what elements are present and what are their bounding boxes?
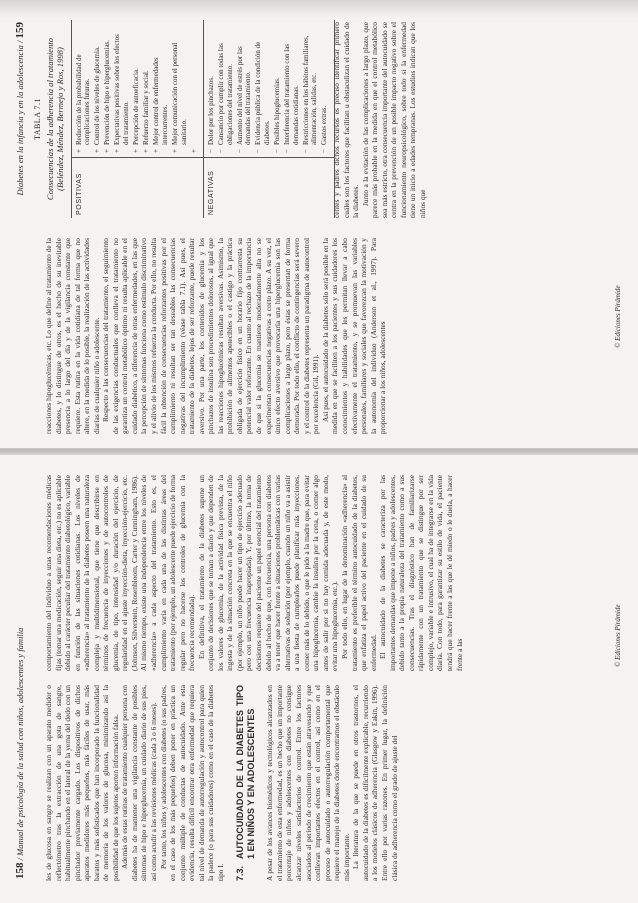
- list-item: −Evidencia pública de la condición de diabetes.: [254, 41, 271, 153]
- paragraph: centes y padres dichos recursos es preciso identificar primero cuáles son los factores que facilitan u obstaculizan el cuidado de la diabetes.: [332, 22, 361, 218]
- list-item: −Posibles hipoglucemias.: [272, 77, 281, 153]
- paragraph: A pesar de los avances biomédicos y tecnológicos alcanzados en el tratamiento de esta enfermedad, es un hecho que un importante porcentaje de niños y adolescentes con diabetes no consigue alcanzar niveles satisfactorios de control. Entre los factores asociados al período de crecimiento que están atravesando y que conllevan importantes efectos en el control, así como en el proceso de autocuidado o autorregulación comportamental que requiere el manejo de la diabetes donde encontramos el obstáculo más importante.: [265, 685, 351, 881]
- left-footer: © Ediciones Pirámide: [614, 604, 622, 667]
- group-label: POSITIVAS: [72, 157, 203, 218]
- right-column-1: [44, 238, 604, 434]
- paragraph: Respecto a las consecuencias del tratamiento, el seguimiento de las exigencias conductuales que conlleva el tratamiento no garantiza un control metabólico óptimo ni resulta aplicable en el cuidado diabético, a diferencia de otras enfermedades, en las que la percepción de síntomas funciona como estímulo discriminativo y el alivio de los mismos refuerza la conducta. Por ello, no resulta fácil la obtención de consecuencias reforzantes positivas por el cumplimiento ni resultan ser tan deseables las consecuencias negativas del incumplimiento (véase tabla 7.1). Así pues, el tratamiento de la diabetes, lejos de ser reforzante, puede resultar aversivo. Por una parte, los contenidos de glucemia y los pinchazos de insulina son procedimientos dolorosos, al igual que las reacciones hipoglucémicas resultan aversivas. Asimismo, la prohibición de alimentos apetecibles o el castigo y la práctica obligada de ejercicio físico en un horario fijo contrarresta su potencial valor reforzante. En cuanto al rechazo de la importancia de que si la glucemia se mantiene moderadamente alta no se experimentan consecuencias negativas a corto plazo. A su vez, el único efecto aversivo que provocaría una hiperglucemia son las complicaciones a largo plazo, pero éstas se presentan de forma demorada. Por todo ello, el conflicto de contingencias será severo y el control de la diabetes representa un paradigma de autocontrol por excelencia (Gil, 1991).: [101, 238, 321, 434]
- left-page: [0, 453, 638, 903]
- list-item: −Interferencia del tratamiento con las demandas cotidianas.: [283, 43, 300, 153]
- list-item: +Mejor comunicación con el personal sanitario.: [171, 42, 188, 153]
- right-footer: © Ediciones Pirámide: [614, 285, 622, 348]
- left-running-head: 158 / Manual de psicología de la salud con niños, adolescentes y familia: [14, 627, 26, 879]
- list-item: −Gastos extras.: [320, 105, 329, 153]
- group-label: NEGATIVAS: [204, 157, 334, 218]
- group-list: [72, 20, 203, 157]
- section-heading: [235, 685, 257, 881]
- list-item: +: [189, 149, 198, 153]
- group-list: [204, 20, 334, 157]
- table-group-negative: [204, 20, 335, 218]
- left-column-1: [44, 685, 604, 881]
- table-label: TABLA 7.1: [33, 97, 42, 141]
- right-page: [0, 0, 638, 448]
- section-title: AUTOCUIDADO DE LA DIABETES TIPO 1 EN NIÑOS Y EN ADOLESCENTES: [235, 685, 257, 859]
- paragraph: Así pues, el autocuidado de la diabetes sólo será posible en la medida en que se faciliten a los pacientes y sus cuidadores los conocimientos y habilidades que les permitan llevar a cabo efectivamente el tratamiento, y se promuevan las variables personales, familiares y sociales que favorezcan la motivación y la autonomía del individuo (Anderson et al., 1997). Para proporcionar a los niños, adolescentes: [320, 238, 388, 434]
- right-running-head: Diabetes en la infancia y en la adolescencia / 159: [14, 22, 26, 196]
- right-page-number: 159: [14, 22, 26, 39]
- list-item: +Reducción de la probabilidad de complicaciones futuras.: [74, 54, 92, 153]
- list-item: −Dolor por los pinchazos.: [206, 76, 215, 153]
- paragraph: Además de estas rutinas de tratamiento cualquier persona con diabetes ha de mantener una vigilancia constante de posibles síntomas de hipo e hiperglucemia, un cuidado diario de sus pies, así como acudir a las revisiones médicas (cada 3 o 6 meses).: [120, 685, 159, 881]
- left-page-number: 158: [14, 862, 26, 879]
- paragraph: comportamiento del individuo a unas recomendaciones médicas fijas (tomar una medicación, seguir una dieta, etc.) no es aplicable debido al carácter peculiar del tratamiento diabetológico, variable en función de las situaciones cotidianas. Los niveles de «adherencia» al tratamiento de la diabetes poseen una naturaleza compleja y multidimensional, que tiene que describirse en términos de frecuencia de inyecciones y de autocontroles de glucemia, de tipo, intensidad y/o duración del ejercicio, de regularidad en el ajuste inyección-dieta, inyección-ejercicio, etc. (Johnson, Silverstein, Rosenbloom, Carter y Cunningham, 1986). Al mismo tiempo, existe una independencia entre los niveles de «adherencia» a cada aspecto del tratamiento. Esto es, el cumplimiento varía en cada una de las distintas áreas del tratamiento (por ejemplo, un adolescente puede ejercicio de forma regular pero no hacerse los controles de glucemia con la frecuencia recomendada).: [44, 475, 197, 671]
- paragraph: Por todo ello, en lugar de la denominación «adherencia» al tratamiento es preferible el término autocuidado de la diabetes, que enfatiza el papel activo del paciente en el cuidado de su enfermedad.: [339, 475, 378, 671]
- page-edge-shadow: [0, 0, 638, 18]
- right-column-2: [332, 22, 572, 218]
- table-group-positive: [71, 20, 204, 218]
- section-number: 7.3.: [235, 865, 246, 881]
- table-caption: Consecuencias de la adherencia al tratamiento (Beléndez, Méndez, Bermejo y Ros, 1998): [44, 37, 65, 201]
- list-item: −Restricciones en los hábitos familiares, alimentación, salidas, etc.: [301, 35, 319, 153]
- paragraph: El autocuidado de la diabetes se caracteriza por las importantes demandas que impone a niños, padres y adolescentes, debido tanto a la propia naturaleza del tratamiento como a sus consecuencias. Tras el diagnóstico han de familiarizarse rápidamente con un tratamiento que se distingue por ser complejo, variable e intrusivo, el cual ha de integrarse en la vida diaria. Con todo, para garantizar su estilo de vida, el paciente tendrá que hacer frente a las que le dé miedo o le duela, a hacer frente a las: [378, 475, 464, 671]
- list-item: −Aumento del nivel de estrés por las demandas del tratamiento.: [235, 46, 253, 153]
- list-item: +Percepción de autoeficacia.: [132, 68, 141, 153]
- paragraph: Por tanto, los niños y adolescentes con diabetes (o sus padres, en el caso de los más pequeños) deben poner en práctica un conjunto múltiple de conductas de autocuidado. Ante esta evidencia, resulta difícil encontrar otra enfermedad que requiera tal nivel de demanda de autorregulación y autocontrol para quien la padece (o para sus cuidadores) como en el caso de la diabetes tipo I.: [158, 685, 225, 881]
- paragraph: En definitiva, el tratamiento de la diabetes supone un conjunto de decisiones que se toman a diario y que dependen de los valores de glucemia, de la actividad física prevista, de la ingesta y de la situación concreta en la que se encuentra el niño (por ejemplo, un niño puede hacer un tipo de ejercicio adecuado pero con una frecuencia inapropiada). Y, por último, la toma de decisiones requiere del paciente un papel esencial del tratamiento debido al hecho de que, con frecuencia, una persona con diabetes va a tener que hacer frente a situaciones problemáticas con varias alternativas de solución (por ejemplo, cuando un niño va a asistir a una fiesta de cumpleaños puede planificar más inyecciones, comer más de lo debido, o que le pide a la madre que, para evitar una hipoglucemia, cambie la insulina por la cena, o comer algo antes de salir por si no hay comida adecuada y, de este modo, evitar una hipoglucemia, etc.).: [196, 475, 340, 671]
- list-item: +Control de los niveles de glucemia.: [93, 46, 102, 153]
- list-item: +Prevención de hipo e hiperglucemias.: [103, 39, 112, 153]
- paragraph: Junto a la evitación de las complicaciones a largo plazo, que parece más probable en la medida en que el control metabólico sea más estricto, otra consecuencia importante del autocuidado se centra en la prevención de un posible impacto negativo sobre el funcionamiento neuropsicológico, sobre todo si la enfermedad tiene un inicio a edades tempranas. Los estudios indican que los niños que: [360, 22, 427, 218]
- table-7-1: [34, 20, 335, 218]
- paragraph: La literatura de la que se puede en otros trastornos, el autocuidado de la diabetes es difícilmente explicable, recurriendo a los modelos clásicos de adherencia (Glasgow y Eakin, 1996). Entre ello por varias razones. En primer lugar, la definición clásica de adherencia como el grado de ajuste del: [351, 685, 399, 881]
- left-column-2: [44, 475, 604, 671]
- list-item: −Cansancio por cumplir con todas las obligaciones del tratamiento.: [216, 43, 234, 153]
- paragraph: reacciones hipoglucémicas, etc. Lo que define al tratamiento de la diabetes, y lo distingue de otros, es el hecho de su inevitable presencia a lo largo del día y de la vigilancia constante que requiere. Esta rutina en la vida cotidiana de tal forma que no altere, en la medida de lo posible, la realización de las actividades diarias de cualquier niño o adolescente.: [44, 238, 101, 434]
- list-item: +Mejor control de enfermedades intercurrentes.: [152, 57, 169, 153]
- list-item: +Refuerzo familiar y social.: [142, 70, 151, 153]
- paragraph: les de glucosa en sangre se realizan con un aparato medidor o reflectómetro tras la extracción de una gota de sangre, habitualmente pinchando en el lateral de la yema del dedo con un pinchador previamente cargado. Los dispositivos de dichos aparatos medidores más pequeños, más fáciles de usar, más baratos y más sofisticados que han incorporado la funcionalidad de memoria de los valores de glucosa, minimizando así la posibilidad de que los sujetos aporten información falsa.: [44, 685, 120, 881]
- list-item: +Expectativas positivas sobre los efectos del tratamiento.: [113, 34, 131, 153]
